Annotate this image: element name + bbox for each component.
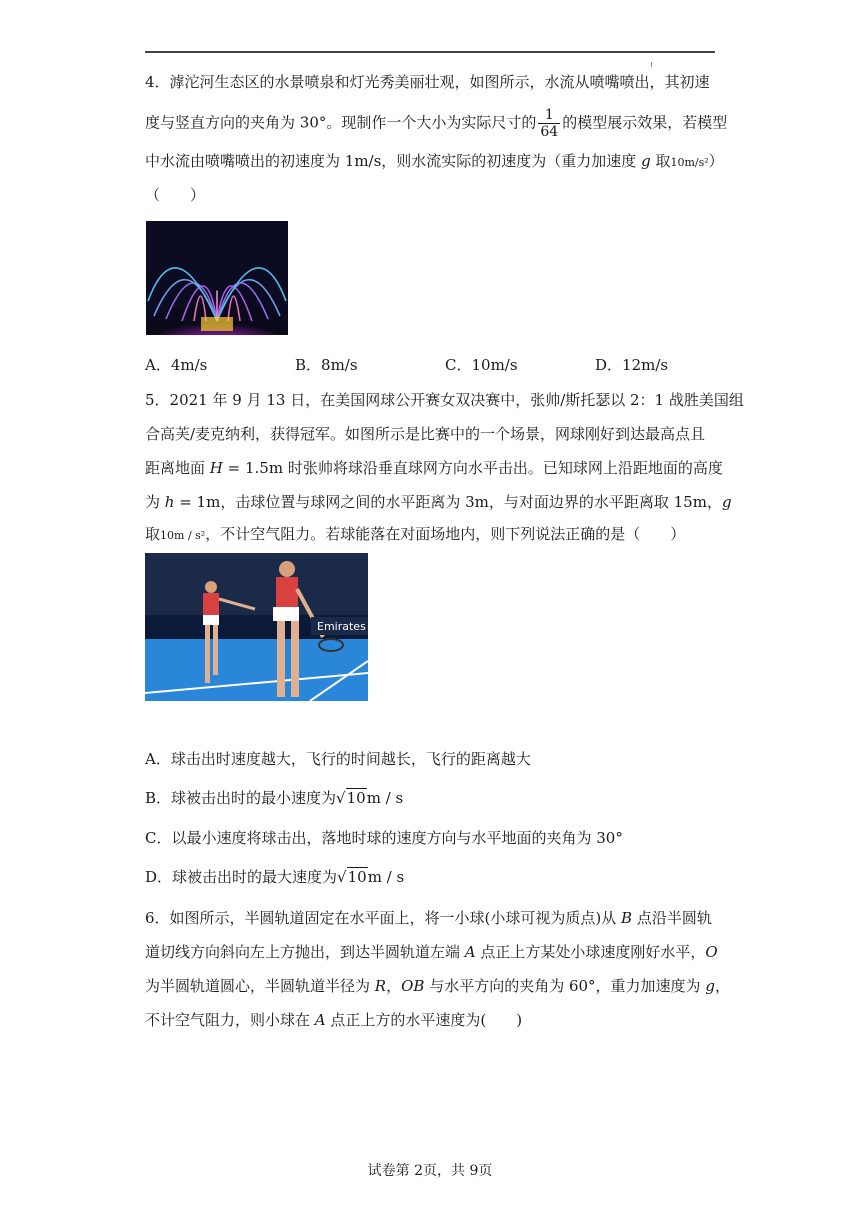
q4-answer-bracket: （ ） [145,186,206,204]
header-mark [651,62,652,67]
q5-line-3: 距离地面 H = 1.5m 时张帅将球沿垂直球网方向水平击出。已知球网上沿距地面的高度 [145,459,723,477]
sqrt-symbol: √10 [337,868,367,886]
page-footer: 试卷第 2页，共 9页 [367,1163,493,1179]
q6-line-1: 6．如图所示，半圆轨道固定在水平面上，将一小球(小球可视为质点)从 B 点沿半圆轨 [145,909,712,927]
header-rule [145,51,715,53]
q5-line-5: 取10m / s²，不计空气阻力。若球能落在对面场地内，则下列说法正确的是（ ） [145,525,686,543]
q5-line-4: 为 h = 1m，击球位置与球网之间的水平距离为 3m，与对面边界的水平距离取 15m，g [145,493,732,511]
q4-line-2: 度与竖直方向的夹角为 30°。现制作一个大小为实际尺寸的 $\frac{1}{64}$ 的模型展示效果，若模型 [145,107,728,140]
q5-line-2: 合高芙/麦克纳利，获得冠军。如图所示是比赛中的一个场景，网球刚好到达最高点且 [145,425,706,443]
q4-option-b: B．8m/s [295,356,358,374]
q5-line-1: 5．2021 年 9 月 13 日，在美国网球公开赛女双决赛中，张帅/斯托瑟以 2：1 战胜美国组 [145,391,744,409]
q4-line-1: 4．滹沱河生态区的水景喷泉和灯光秀美丽壮观，如图所示，水流从喷嘴喷出，其初速 [145,73,710,91]
tennis-image [145,553,368,701]
q6-line-2: 道切线方向斜向左上方抛出，到达半圆轨道左端 A 点正上方某处小球速度刚好水平，O [145,943,718,961]
sqrt-symbol: √10 [336,789,366,807]
q6-line-3: 为半圆轨道圆心，半圆轨道半径为 R，OB 与水平方向的夹角为 60°，重力加速度为 g， [145,977,730,995]
q4-option-d: D．12m/s [595,356,669,374]
svg-text:Emirates: Emirates [317,620,366,633]
q4-option-c: C．10m/s [445,356,518,374]
q4-option-a: A．4m/s [145,356,208,374]
q5-option-b: B．球被击出时的最小速度为√10m / s [145,789,404,807]
q5-option-a: A．球击出时速度越大，飞行的时间越长，飞行的距离越大 [145,750,531,768]
fountain-image [146,221,288,335]
q5-option-d: D．球被击出时的最大速度为√10m / s [145,868,405,886]
q4-line-3: 中水流由喷嘴喷出的初速度为 1m/s，则水流实际的初速度为（重力加速度 g 取10m/s²） [145,152,724,170]
q6-line-4: 不计空气阻力，则小球在 A 点正上方的水平速度为( ) [145,1011,523,1029]
q5-option-c: C．以最小速度将球击出，落地时球的速度方向与水平地面的夹角为 30° [145,829,623,847]
q4-fraction: $\frac{1}{64}$ [540,107,559,140]
